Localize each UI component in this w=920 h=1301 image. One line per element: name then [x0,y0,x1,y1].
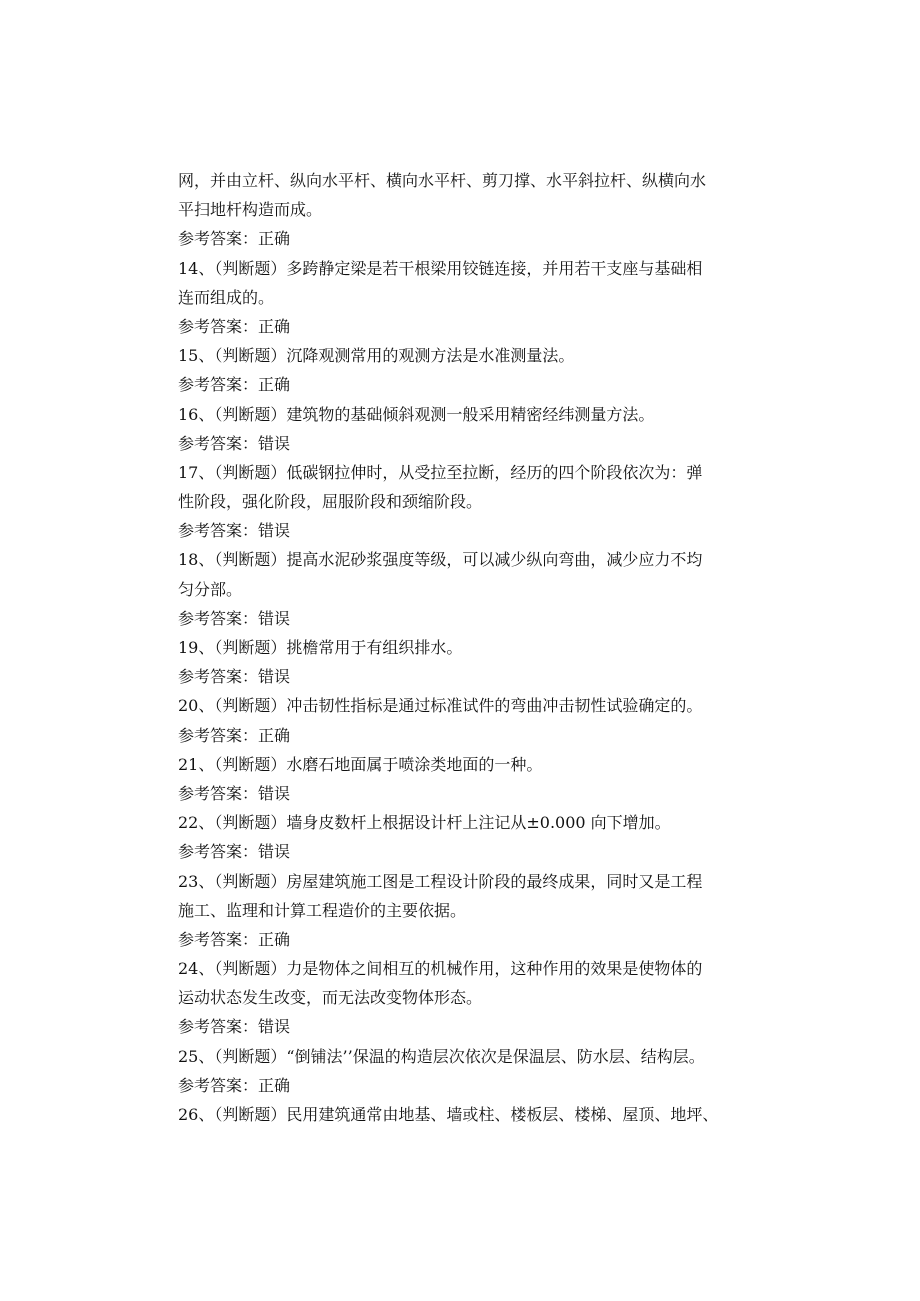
answer-line: 参考答案：正确 [178,316,291,336]
text-line: 运动状态发生改变，而无法改变物体形态。 [178,988,483,1008]
question-line: 21、（判断题）水磨石地面属于喷涂类地面的一种。 [178,754,543,774]
question-line: 22、（判断题）墙身皮数杆上根据设计杆上注记从±0.000 向下增加。 [178,813,671,833]
answer-line: 参考答案：错误 [178,783,291,803]
question-line: 17、（判断题）低碳钢拉伸时，从受拉至拉断，经历的四个阶段依次为：弹 [178,462,703,482]
answer-line: 参考答案：错误 [178,433,291,453]
answer-line: 参考答案：错误 [178,667,291,687]
question-line: 24、（判断题）力是物体之间相互的机械作用，这种作用的效果是使物体的 [178,959,703,979]
answer-line: 参考答案：错误 [178,1017,291,1037]
question-line: 25、（判断题）“倒铺法’’保温的构造层次依次是保温层、防水层、结构层。 [178,1046,705,1066]
answer-line: 参考答案：正确 [178,375,291,395]
answer-line: 参考答案：错误 [178,842,291,862]
question-line: 14、（判断题）多跨静定梁是若干根梁用铰链连接，并用若干支座与基础相 [178,258,703,278]
answer-line: 参考答案：错误 [178,521,291,541]
text-line: 施工、监理和计算工程造价的主要依据。 [178,900,467,920]
question-line: 16、（判断题）建筑物的基础倾斜观测一般采用精密经纬测量方法。 [178,404,655,424]
answer-line: 参考答案：错误 [178,608,291,628]
text-line: 网，并由立杆、纵向水平杆、横向水平杆、剪刀撑、水平斜拉杆、纵横向水 [178,171,707,190]
question-line: 23、（判断题）房屋建筑施工图是工程设计阶段的最终成果，同时又是工程 [178,871,703,891]
question-line: 20、（判断题）冲击韧性指标是通过标准试件的弯曲冲击韧性试验确定的。 [178,696,703,716]
text-line: 性阶段，强化阶段，屈服阶段和颈缩阶段。 [178,492,483,512]
answer-line: 参考答案：正确 [178,1075,291,1095]
question-line: 18、（判断题）提高水泥砂浆强度等级，可以减少纵向弯曲，减少应力不均 [178,550,703,570]
text-line: 连而组成的。 [178,287,275,307]
document-body [178,166,758,1129]
question-line: 19、（判断题）挑檐常用于有组织排水。 [178,638,463,657]
text-line: 平扫地杆构造而成。 [178,200,323,220]
answer-line: 参考答案：正确 [178,229,291,249]
answer-line: 参考答案：正确 [178,929,291,949]
question-line: 15、（判断题）沉降观测常用的观测方法是水准测量法。 [178,346,575,366]
question-line: 26、（判断题）民用建筑通常由地基、墙或柱、楼板层、楼梯、屋顶、地坪、 [178,1105,719,1124]
answer-line: 参考答案：正确 [178,725,291,745]
text-line: 匀分部。 [178,579,243,599]
